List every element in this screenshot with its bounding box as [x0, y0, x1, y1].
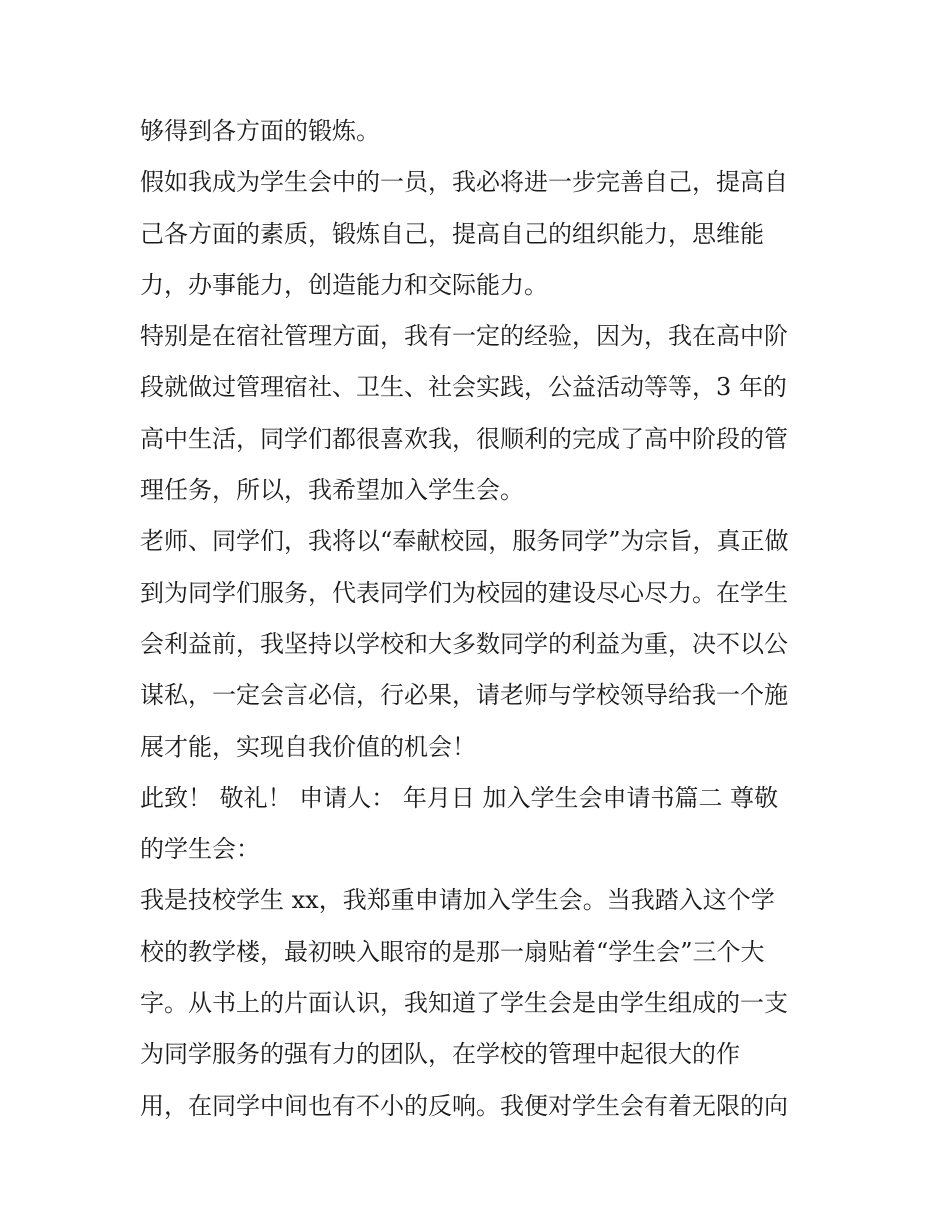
text-line: 段就做过管理宿社、卫生、社会实践，公益活动等等，3 年的 [140, 373, 787, 402]
text-line: 为同学服务的强有力的团队，在学校的管理中起很大的作 [140, 1040, 740, 1069]
text-line: 高中生活，同学们都很喜欢我，很顺利的完成了高中阶段的管 [140, 424, 788, 453]
text-line: 特别是在宿社管理方面，我有一定的经验，因为，我在高中阶 [140, 322, 788, 351]
text-line: 理任务，所以，我希望加入学生会。 [140, 476, 524, 505]
text-line: 己各方面的素质，锻炼自己，提高自己的组织能力，思维能 [140, 219, 764, 248]
text-line: 字。从书上的片面认识，我知道了学生会是由学生组成的一支 [140, 989, 788, 1018]
text-line: 用，在同学中间也有不小的反响。我便对学生会有着无限的向 [140, 1091, 788, 1120]
text-line: 谋私，一定会言必信，行必果，请老师与学校领导给我一个施 [140, 681, 788, 710]
text-line: 到为同学们服务，代表同学们为校园的建设尽心尽力。在学生 [140, 578, 788, 607]
text-line: 校的教学楼，最初映入眼帘的是那一扇贴着“学生会”三个大 [140, 937, 765, 966]
text-line: 够得到各方面的锻炼。 [140, 117, 380, 145]
text-line: 的学生会： [140, 835, 260, 864]
text-line: 我是技校学生 xx，我郑重申请加入学生会。当我踏入这个学 [140, 886, 775, 915]
text-line: 力，办事能力，创造能力和交际能力。 [140, 270, 548, 299]
text-line: 老师、同学们，我将以“奉献校园，服务同学”为宗旨，真正做 [140, 527, 789, 556]
document-body [140, 106, 830, 1132]
text-line: 此致！ 敬礼！ 申请人： 年月日 加入学生会申请书篇二 尊敬 [140, 783, 779, 812]
text-line: 假如我成为学生会中的一员，我必将进一步完善自己，提高自 [140, 168, 788, 197]
text-line: 会利益前，我坚持以学校和大多数同学的利益为重，决不以公 [140, 629, 788, 658]
text-line: 展才能，实现自我价值的机会！ [140, 732, 476, 761]
